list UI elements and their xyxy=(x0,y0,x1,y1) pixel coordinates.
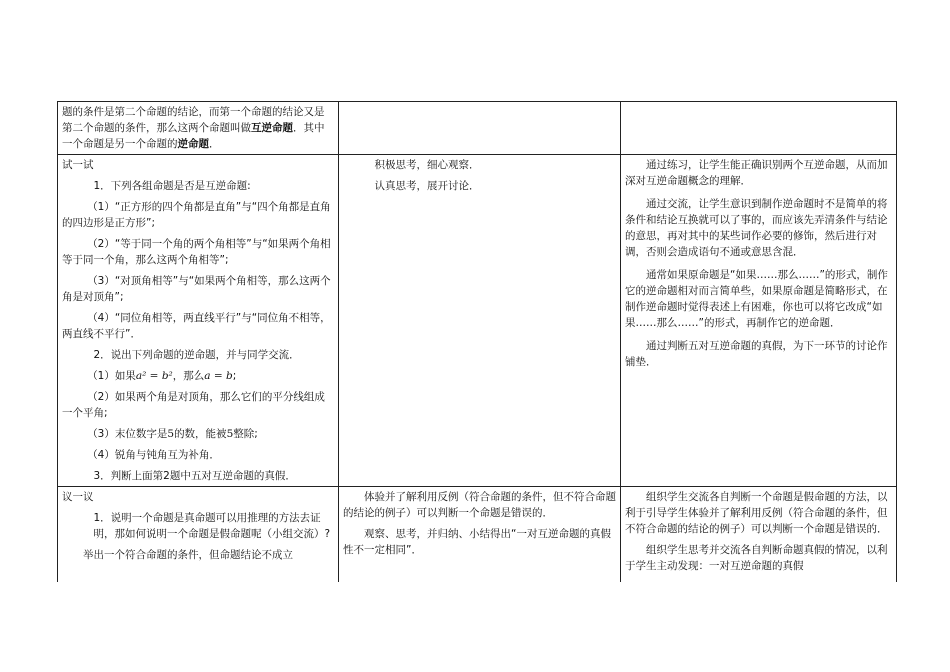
q2-item: （2）如果两个角是对顶角，那么它们的平分线组成一个平角; xyxy=(62,391,325,419)
math-expression: a = b xyxy=(204,370,233,382)
intent-text: 通过判断五对互逆命题的真假，为下一环节的讨论作铺垫． xyxy=(625,340,888,368)
lesson-table xyxy=(57,101,897,582)
student-activity-cell xyxy=(339,155,621,487)
q2-item: （3）末位数字是5的数，能被5整除; xyxy=(87,428,258,440)
term-converse: 逆命题 xyxy=(177,138,209,150)
intent-text: 通过练习，让学生能正确识别两个互逆命题，从而加深对互逆命题概念的理解． xyxy=(625,159,888,187)
definition-text: 题的条件是第二个命题的结论，而第一个命题的结论又是第二个命题的条件，那么这两个命题叫做互逆命题．其中一个命题是另一个命题的逆命题． xyxy=(62,106,325,150)
q1-item: （3）“对顶角相等”与“如果两个角相等，那么这两个角是对顶角”; xyxy=(62,275,331,303)
activity-text: 认真思考，展开讨论． xyxy=(374,180,480,192)
question-3: 3．判断上面第2题中五对互逆命题的真假． xyxy=(93,470,296,482)
q1-item: （4）“同位角相等，两直线平行”与“同位角不相等，两直线不平行”． xyxy=(62,312,331,340)
discuss-text: 举出一个符合命题的条件，但命题结论不成立 xyxy=(83,549,293,561)
section-heading: 议一议 xyxy=(62,491,94,503)
try-it-cell xyxy=(58,155,339,487)
intent-text: 组织学生交流各自判断一个命题是假命题的方法，以利于引导学生体验并了解利用反例（符合命题的条件，但不符合命题的结论的例子）可以判断一个命题是错误的． xyxy=(625,491,888,535)
question-1: 1．说明一个命题是真命题可以用推理的方法去证明，那如何说明一个命题是假命题呢（小组交流）? xyxy=(93,512,331,540)
table-row xyxy=(58,487,897,583)
intent-text: 组织学生思考并交流各自判断命题真假的情况，以利于学生主动发现：一对互逆命题的真假 xyxy=(625,544,888,572)
activity-text: 积极思考，细心观察． xyxy=(374,159,480,171)
intent-text: 通过交流，让学生意识到制作逆命题时不是简单的将条件和结论互换就可以了事的，而应该先弄清条件与结论的意思，再对其中的某些词作必要的修饰，然后进行对调，否则会造成语句不通或意思含混． xyxy=(625,198,888,258)
discuss-cell xyxy=(58,487,339,583)
q2-item: （1）如果a² = b²，那么a = b; xyxy=(87,370,237,382)
q1-item: （2）“等于同一个角的两个角相等”与“如果两个角相等于同一个角，那么这两个角相等”; xyxy=(62,238,331,266)
definition-cell xyxy=(58,102,339,155)
question-1: 1．下列各组命题是否是互逆命题: xyxy=(93,180,251,192)
intent-text: 通常如果原命题是“如果……那么……”的形式，制作它的逆命题相对而言简单些，如果原命题是简略形式，在制作逆命题时觉得表述上有困难，你也可以将它改成“如果……那么……”的形式，再制作它的逆命题． xyxy=(625,269,888,329)
term-converse-propositions: 互逆命题 xyxy=(251,122,293,134)
student-activity-cell xyxy=(339,487,621,583)
table-row xyxy=(58,155,897,487)
q2-item: （4）锐角与钝角互为补角． xyxy=(87,449,220,461)
activity-text: 观察、思考，并归纳、小结得出“一对互逆命题的真假性不一定相同”． xyxy=(343,528,611,556)
activity-text: 体验并了解利用反例（符合命题的条件，但不符合命题的结论的例子）可以判断一个命题是错误的． xyxy=(343,491,616,519)
math-expression: a² = b² xyxy=(135,370,173,382)
empty-cell xyxy=(621,102,897,155)
design-intent-cell xyxy=(621,487,897,583)
empty-cell xyxy=(339,102,621,155)
table-row xyxy=(58,102,897,155)
q1-item: （1）“正方形的四个角都是直角”与“四个角都是直角的四边形是正方形”; xyxy=(62,201,331,229)
design-intent-cell xyxy=(621,155,897,487)
question-2: 2．说出下列命题的逆命题，并与同学交流． xyxy=(93,349,300,361)
section-heading: 试一试 xyxy=(62,159,94,171)
